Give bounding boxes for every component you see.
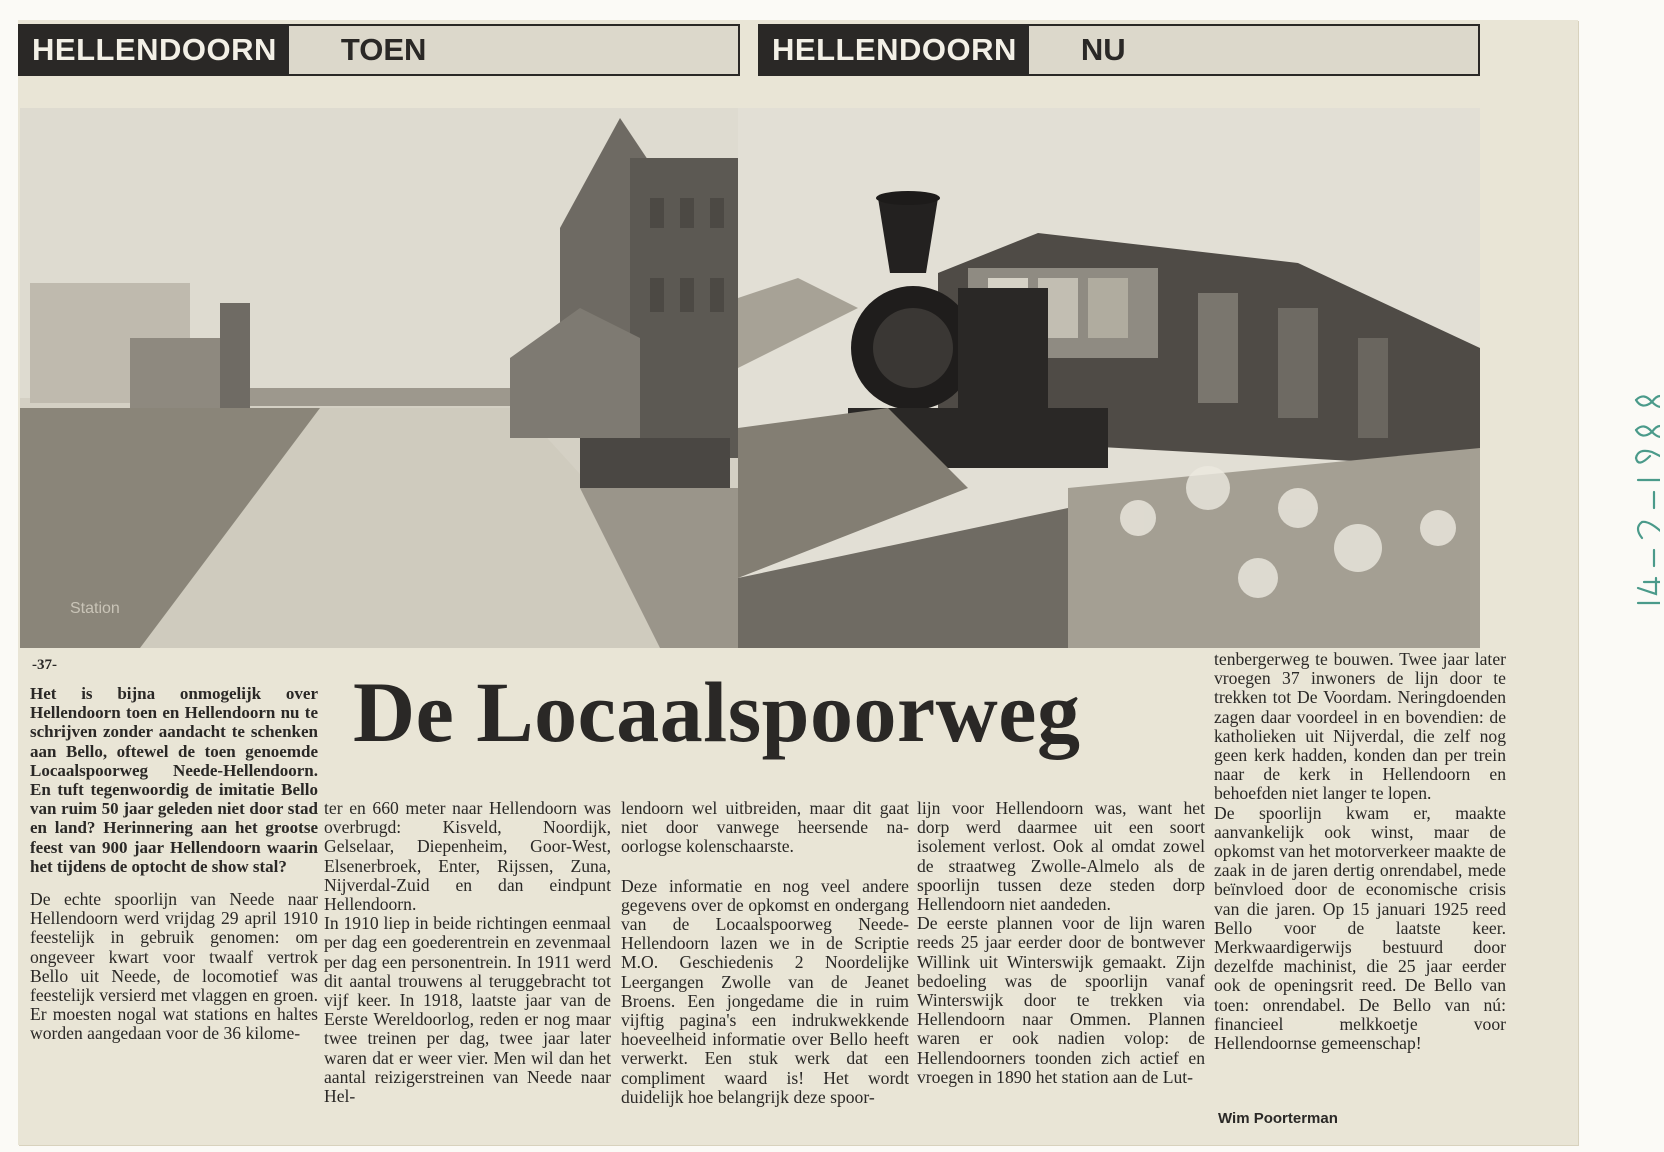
article-number: -37- bbox=[32, 657, 57, 673]
handwritten-date bbox=[1580, 278, 1660, 618]
article-col3-para-2: Deze informatie en nog veel andere gegevens over de opkomst en ondergang van de Locaalspoorweg Neede-Hellendoorn lazen we in de Scriptie M.O. Geschiedenis 2 Noordelijke Leergangen Zwolle van de Jeanet Broens. Een jongedame die in ruim vijftig pagina's een indrukwekkende hoeveelheid informatie over Bello heeft verwerkt. Een stuk werk dat een compliment waard is! Het wordt duidelijk hoe belangrijk deze spoor- bbox=[621, 875, 909, 1107]
article-col5-para-1: tenbergerweg te bouwen. Twee jaar later vroegen 37 inwoners de lijn door te trekken tot De Voordam. Neringdoenden zagen daar voordeel in en bovendien: de katholieken uit Nijverdal, die zelf nog geen kerk hadden, konden dan per trein naar de kerk in Hellendoorn en behoefden niet langer te lopen. bbox=[1214, 649, 1506, 804]
masthead-place-left: HELLENDOORN bbox=[20, 26, 289, 74]
article-lead: Het is bijna onmogelijk over Hellendoorn toen en Hellendoorn nu te schrijven zonder aandacht te schenken aan Bello, oftewel de toen genoemde Locaalspoorweg Neede-Hellendoorn. En tuft tegenwoordig de imitatie Bello van ruim 50 jaar geleden niet door stad en land? Herinnering aan het grootse feest van 900 jaar Hellendoorn waarin het tijdens de optocht de show stal? bbox=[30, 684, 318, 876]
photo-inset-label: Station bbox=[70, 600, 120, 617]
article-col1-body: De echte spoorlijn van Neede naar Hellendoorn werd vrijdag 29 april 1910 feestelijk in gebruik genomen: om ongeveer kwart voor twaalf vertrok Bello uit Neede, de locomotief was feestelijk versierd met vlaggen en groen. Er moesten nogal wat stations en haltes worden aangedaan voor de 36 kilome- bbox=[30, 889, 318, 1044]
newspaper-clipping bbox=[18, 20, 1578, 1145]
photo-locomotive-now bbox=[738, 108, 1480, 648]
article-col5-para-2: De spoorlijn kwam er, maakte aanvankelijk ook winst, maar de opkomst van het motorverkeer maakte de zaak in de jaren dertig onrendabel, mede beïnvloed door de economische crisis van die jaren. Op 15 januari 1925 reed Bello voor de laatste keer. Merkwaardigerwijs bestuurd door dezelfde machinist, die 25 jaar eerder ook de openingsrit reed. De Bello van toen: onrendabel. De Bello van nú: financieel melkkoetje voor Hellendoornse gemeenschap! bbox=[1214, 802, 1506, 1054]
article-column-1 bbox=[30, 684, 318, 1044]
article-column-2 bbox=[324, 799, 611, 1106]
article-col4-para-2: De eerste plannen voor de lijn waren reeds 25 jaar eerder door de bontwever Willink uit Winterswijk gemaakt. Zijn bedoeling was de spoorlijn vanaf Winterswijk door te trekken via Hellendoorn naar Ommen. Plannen waren er ook nadien volop: de Hellendoorners toonden zich actief en vroegen in 1890 het station aan de Lut- bbox=[917, 913, 1205, 1087]
article-headline: De Locaalspoorweg bbox=[353, 664, 1081, 760]
article-col3-para-1: lendoorn wel uitbreiden, maar dit gaat niet door vanwege heersende na-oorlogse kolenschaarste. bbox=[621, 798, 909, 857]
masthead-tag-nu: NU bbox=[1029, 26, 1478, 74]
masthead-toen bbox=[18, 24, 740, 76]
article-column-5 bbox=[1214, 650, 1506, 1053]
article-column-3 bbox=[621, 799, 909, 1107]
article-col4-para-1: lijn voor Hellendoorn was, want het dorp werd daarmee uit een soort isolement verlost. Ook al omdat zowel de straatweg Zwolle-Almelo als de spoorlijn tussen deze steden dorp Hellendoorn niet aandeden. bbox=[917, 798, 1205, 915]
article-col2-para-2: In 1910 liep in beide richtingen eenmaal per dag een goederentrein en zevenmaal per dag een personentrein. In 1911 werd dit aantal trouwens al teruggebracht tot vijf keer. In 1918, laatste jaar van de Eerste Wereldoorlog, reden er nog maar twee treinen per dag, twee jaar later waren dat er weer vier. Men wil dan het aantal reizigerstreinen van Neede naar Hel- bbox=[324, 913, 611, 1107]
article-col2-para-1: ter en 660 meter naar Hellendoorn was overbrugd: Kisveld, Noordijk, Gelselaar, Diepenheim, Goor-West, Elsenerbroek, Enter, Rijssen, Zuna, Nijverdal-Zuid en dan eindpunt Hellendoorn. bbox=[324, 798, 611, 915]
masthead-nu bbox=[758, 24, 1480, 76]
article-column-4 bbox=[917, 799, 1205, 1087]
masthead-place-right: HELLENDOORN bbox=[760, 26, 1029, 74]
photo-station-then bbox=[20, 108, 738, 648]
masthead-tag-toen: TOEN bbox=[289, 26, 738, 74]
article-byline: Wim Poorterman bbox=[1218, 1110, 1338, 1127]
